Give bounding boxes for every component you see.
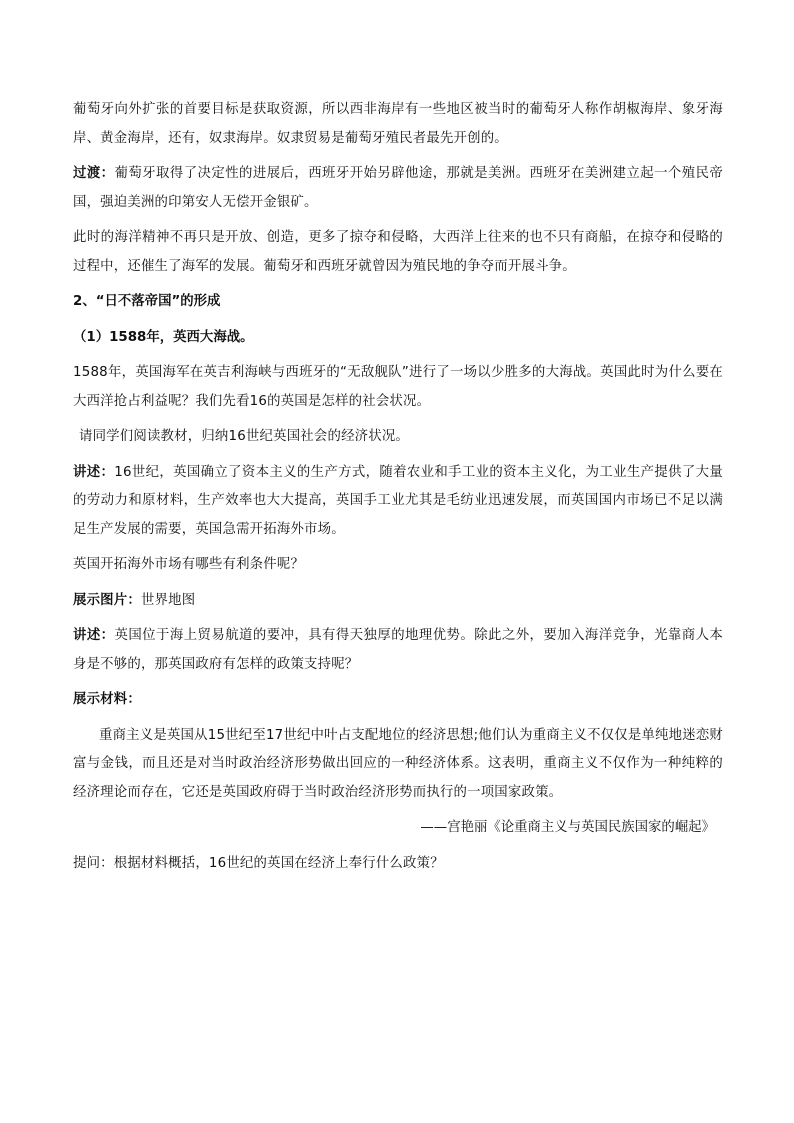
show-material-label: 展示材料： <box>73 692 141 707</box>
show-picture-label: 展示图片： <box>73 592 141 608</box>
narration-label-2: 讲述： <box>73 628 115 643</box>
section-heading-empire: 2、“日不落帝国”的形成 <box>73 294 221 309</box>
narration-text: 16世纪，英国确立了资本主义的生产方式，随着农业和手工业的资本主义化，为工业生产提供了大量的劳动力和原材料，生产效率也大大提高，英国手工业尤其是毛纺业迅速发展，而英国国内市场已不足以满足生产发展的需要，英国急需开拓海外市场。 <box>73 464 723 537</box>
show-picture-text: 世界地图 <box>140 592 196 608</box>
document-page <box>73 96 723 885</box>
transition-text: 葡萄牙取得了决定性的进展后，西班牙开始另辟他途，那就是美洲。西班牙在美洲建立起一个殖民帝国，强迫美洲的印第安人无偿开金银矿。 <box>73 166 724 210</box>
quote-source: ——宫艳丽《论重商主义与英国民族国家的崛起》 <box>420 820 715 835</box>
paragraph-transition <box>73 160 723 217</box>
paragraph-show-picture <box>73 587 723 616</box>
paragraph-reading-task: 请同学们阅读教材，归纳16世纪英国社会的经济状况。 <box>79 429 410 444</box>
paragraph-narration-geography <box>73 622 723 679</box>
paragraph-1588-battle: 1588年，英国海军在英吉利海峡与西班牙的“无敌舰队”进行了一场以少胜多的大海战。英国此时为什么要在大西洋抢占利益呢？我们先看16的英国是怎样的社会状况。 <box>73 365 723 409</box>
paragraph-question-conditions: 英国开拓海外市场有哪些有利条件呢？ <box>73 557 305 572</box>
transition-label: 过渡： <box>73 166 115 181</box>
paragraph-ocean-spirit: 此时的海洋精神不再只是开放、创造，更多了掠夺和侵略，大西洋上往来的也不只有商船，在掠夺和侵略的过程中，还催生了海军的发展。葡萄牙和西班牙就曾因为殖民地的争夺而开展斗争。 <box>73 230 723 274</box>
paragraph-question-policy: 提问：根据材料概括，16世纪的英国在经济上奉行什么政策？ <box>73 855 444 871</box>
quote-mercantilism: 重商主义是英国从15世纪至17世纪中叶占支配地位的经济思想;他们认为重商主义不仅仅是单纯地迷恋财富与金钱，而且还是对当时政治经济形势做出回应的一种经济体系。这表明，重商主义不仅作为一种纯粹的经济理论而存在，它还是英国政府碍于当时政治经济形势而执行的一项国家政策。 <box>73 727 723 800</box>
narration-label: 讲述： <box>73 464 115 480</box>
subsection-heading-1588: （1）1588年，英西大海战。 <box>73 329 254 345</box>
paragraph-narration-economy <box>73 459 723 545</box>
narration-text-2: 英国位于海上贸易航道的要冲，具有得天独厚的地理优势。除此之外，要加入海洋竞争，光靠商人本身是不够的，那英国政府有怎样的政策支持呢？ <box>73 628 724 672</box>
paragraph-portugal-expansion: 葡萄牙向外扩张的首要目标是获取资源，所以西非海岸有一些地区被当时的葡萄牙人称作胡椒海岸、象牙海岸、黄金海岸，还有，奴隶海岸。奴隶贸易是葡萄牙殖民者最先开创的。 <box>73 102 723 146</box>
